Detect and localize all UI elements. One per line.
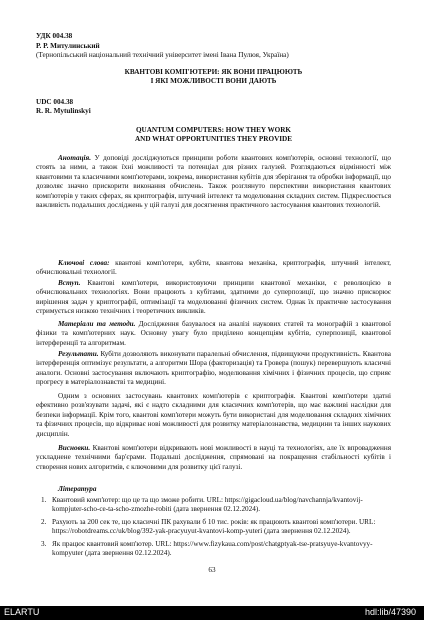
applications-paragraph: Одним з основних застосувань квантових комп'ютерів є криптографія. Квантові комп'ютери здатні ефективно розв'язувати задачі, які є надто складними для класичних комп'ютерів, що має важливі наслідки для безпеки інформації. Крім того, квантові комп'ютери можуть бути використані для моделювання складних хімічних та фізичних процесів, що відкриває нові можливості для розвитку матеріалознавства, медицини та інших наукових дисциплін. [36, 392, 391, 438]
references-list [36, 496, 391, 561]
results-text: Кубіти дозволяють виконувати паралельні обчислення, підвищуючи продуктивність. Квантова інтерференція оптимізує результати, а алгоритми Шора (факторизація) та Гровера (пошук) перевершують класичні аналоги. Основні застосування включають криптографію, моделювання хімічних і фізичних процесів, що сприяє прогресу в матеріалознавстві та медицині. [36, 350, 391, 387]
intro-paragraph [36, 279, 391, 317]
results-paragraph [36, 350, 391, 388]
footer-bar [0, 606, 424, 620]
reference-item: 1. Квантовий комп'ютер: що це та що зможе робити. URL: https://gigacloud.ua/blog/navchannja/kvantovij-kompjuter-scho-ce-ta-scho-zmozhe-robiti (дата звернення 02.12.2024). [41, 496, 363, 514]
conclusions-text: Квантові комп'ютери відкривають нові можливості в науці та технологіях, але їх впровадження ускладнене технічними бар'єрами. Подальші дослідження, спрямовані на покращення стабільності кубітів і створення нових алгоритмів, є ключовими для розвитку цієї галузі. [36, 444, 391, 471]
abstract-paragraph [36, 154, 391, 210]
conclusions-label: Висновки. [58, 444, 91, 452]
title-ukr-line2: І ЯКІ МОЖЛИВОСТІ ВОНИ ДАЮТЬ [150, 77, 277, 85]
methods-text: Дослідження базувалося на аналізі наукових статей та монографій з квантової фізики та комп'ютерних наук. Основну увагу було приділено концепціям кубітів, суперпозиції, квантової інтерференції та алгоритмам. [36, 320, 391, 347]
reference-text: Квантовий комп'ютер: що це та що зможе робити. URL: https://gigacloud.ua/blog/navchannja/kvantovij-kompjuter-scho-ce-ta-scho-zmozhe-robiti (дата звернення 02.12.2024). [52, 496, 363, 514]
keywords-paragraph [36, 259, 391, 278]
author-eng: R. R. Mytulinskyi [36, 107, 91, 115]
repository-name: ELARTU [4, 607, 40, 617]
page-number: 63 [208, 566, 216, 574]
reference-text: Як працює квантовий комп'ютер. URL: https://www.fizykaua.com/post/chatgptyak-tse-pratsyuye-kvantovyy-kompyuter (дата звернення 02.12.2024). [52, 539, 373, 558]
reference-item: 2. Рахують за 200 сек те, що класичні ПК рахували б 10 тис. років: як працюють квантові комп'ютери. URL: https://robotdreams.cc/uk/blog/392-yak-pracyuyut-kvantovi-komp-yuteri (дата звернення 02.12.2024). [41, 517, 376, 536]
title-ukr-line1: КВАНТОВІ КОМП'ЮТЕРИ: ЯК ВОНИ ПРАЦЮЮТЬ [124, 68, 303, 76]
conclusions-paragraph [36, 444, 391, 472]
methods-paragraph [36, 320, 391, 348]
intro-label: Вступ. [58, 279, 81, 287]
references-heading: Література [58, 485, 97, 493]
intro-text: Квантові комп'ютери, використовуючи принципи квантової механіки, є революцією в обчислювальних технологіях. Вони працюють з кубітами, здатними до суперпозиції, що значно прискорює вирішення задач у криптографії, оптимізації та моделюванні фізичних систем. Однак їх практичне застосування стримується низкою технічних і теоретичних викликів. [36, 279, 391, 316]
abstract-label: Анотація. [58, 154, 92, 162]
title-eng-line1: QUANTUM COMPUTERS: HOW THEY WORK [135, 126, 292, 134]
results-label: Результати. [58, 350, 99, 358]
keywords-label: Ключові слова: [58, 259, 110, 267]
keywords-text: квантові комп'ютери, кубіти, квантова механіка, криптографія, штучний інтелект, обчислювальні технології. [36, 259, 391, 277]
reference-text: Рахують за 200 сек те, що класичні ПК рахували б 10 тис. років: як працюють квантові комп'ютери. URL: https://robotdreams.cc/uk/blog/392-yak-pracyuyut-kvantovi-komp-yuteri (дата звернення 02.12.2024). [52, 517, 376, 536]
title-eng-line2: AND WHAT OPPORTUNITIES THEY PROVIDE [134, 135, 293, 143]
affiliation: (Тернопільський національний технічний університет імені Івана Пулюя, Україна) [36, 51, 289, 59]
author-ukr: Р. Р. Митулинський [36, 42, 100, 50]
abstract-text: У доповіді досліджуються принципи роботи квантових комп'ютерів, основні технології, що стоять за ними, а також їхні можливості та потенціал для різних галузей. Розглядаються відмінності між квантовими та класичними комп'ютерами, зокрема, використання кубітів для зберігання та обробки інформації, що дозволяє значно прискорити виконання обчислень. Також розглянуто перспективи використання квантових комп'ютерів у таких сферах, як криптографія, штучний інтелект та моделювання складних систем. Підкреслюється важливість подальших досліджень у цій галузі для досягнення практичного застосування квантових технологій. [36, 154, 391, 210]
udc-code: UDC 004.38 [36, 98, 74, 106]
handle-id: hdl:lib/47390 [364, 607, 416, 617]
methods-label: Матеріали та методи. [58, 320, 136, 328]
reference-item: 3. Як працює квантовий комп'ютер. URL: https://www.fizykaua.com/post/chatgptyak-tse-pratsyuye-kvantovyy-kompyuter (дата звернення 02.12.2024). [41, 539, 373, 558]
udk-code: УДК 004.38 [36, 32, 73, 40]
